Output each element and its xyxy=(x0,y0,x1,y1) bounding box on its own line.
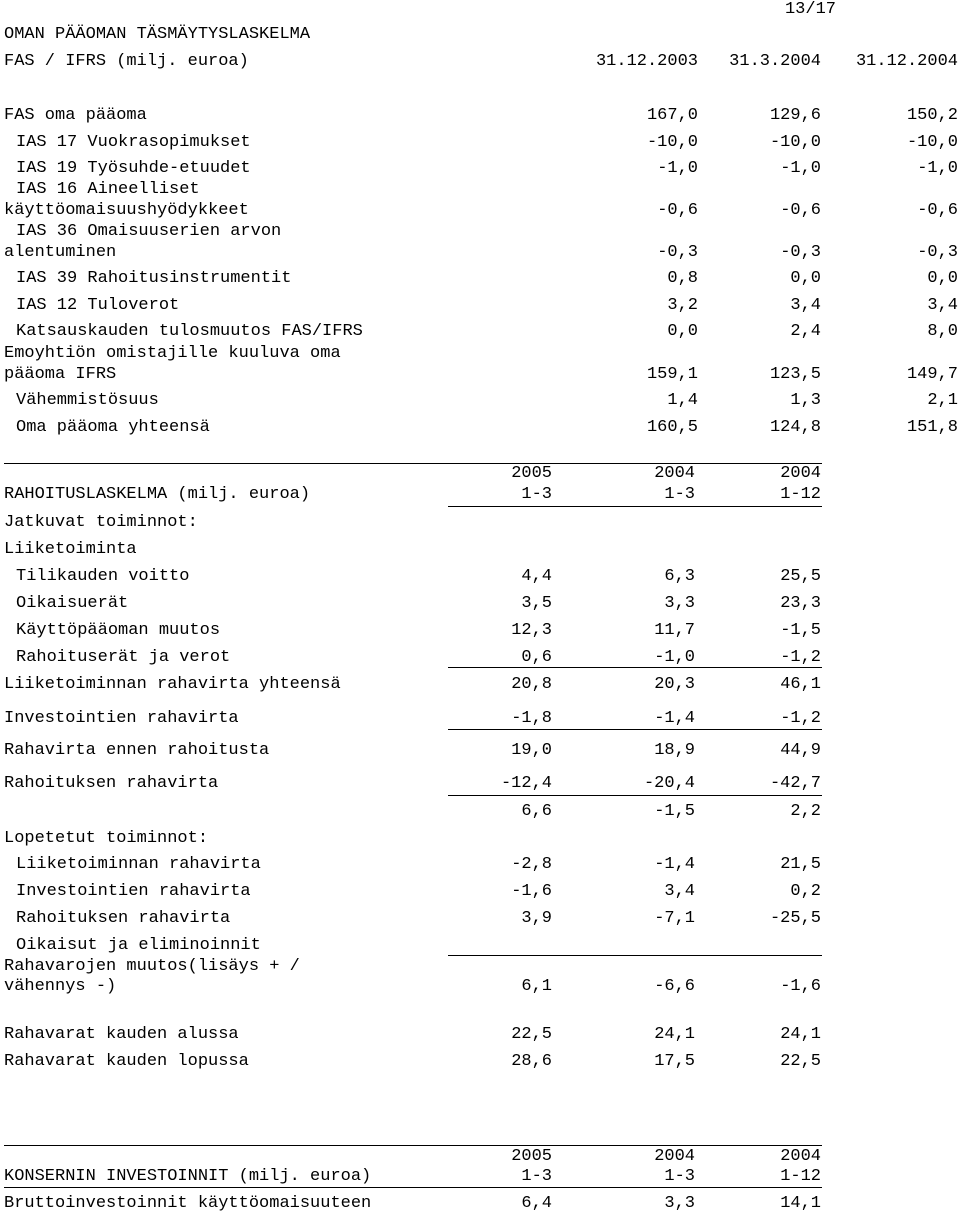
cashflow-row-label: Rahavarojen muutos(lisäys + / xyxy=(4,957,300,976)
cashflow-row-label: vähennys -) xyxy=(4,977,117,996)
cashflow-row-label: Liiketoiminnan rahavirta xyxy=(16,855,261,874)
investments-value: 14,1 xyxy=(780,1194,821,1213)
equity-value: 3,4 xyxy=(790,296,821,315)
cashflow-value: -6,6 xyxy=(654,977,695,996)
equity-value: 124,8 xyxy=(769,418,821,437)
cashflow-value: 24,1 xyxy=(654,1025,695,1044)
cashflow-value: 3,5 xyxy=(521,594,552,613)
cashflow-row-label: Oikaisut ja eliminoinnit xyxy=(16,936,261,955)
cashflow-value: -1,2 xyxy=(780,709,821,728)
cashflow-period-header: 1-3 xyxy=(664,485,695,504)
cashflow-value: -1,0 xyxy=(654,648,695,667)
equity-value: 159,1 xyxy=(646,365,698,384)
equity-row-label: IAS 39 Rahoitusinstrumentit xyxy=(16,269,292,288)
cashflow-value: 21,5 xyxy=(780,855,821,874)
equity-value: -1,0 xyxy=(780,159,821,178)
cashflow-row-label: Oikaisuerät xyxy=(16,594,129,613)
equity-value: -0,3 xyxy=(917,243,958,262)
cashflow-period-header: 1-3 xyxy=(521,485,552,504)
cashflow-value: -7,1 xyxy=(654,909,695,928)
cashflow-row-label: Investointien rahavirta xyxy=(4,709,239,728)
investments-value: 6,4 xyxy=(521,1194,552,1213)
cashflow-value: 3,9 xyxy=(521,909,552,928)
equity-value: 2,1 xyxy=(927,391,958,410)
cashflow-value: 22,5 xyxy=(511,1025,552,1044)
cashflow-value: 3,4 xyxy=(664,882,695,901)
operations-heading: Liiketoiminta xyxy=(4,540,137,559)
equity-value: -0,3 xyxy=(780,243,821,262)
equity-value: 1,4 xyxy=(667,391,698,410)
equity-row-label: IAS 36 Omaisuuserien arvon xyxy=(16,222,282,241)
equity-row-label: käyttöomaisuushyödykkeet xyxy=(4,201,249,220)
cashflow-value: 20,3 xyxy=(654,675,695,694)
equity-row-label: IAS 12 Tuloverot xyxy=(16,296,180,315)
equity-value: 0,8 xyxy=(667,269,698,288)
cashflow-title: RAHOITUSLASKELMA (milj. euroa) xyxy=(4,485,311,504)
equity-value: 8,0 xyxy=(927,322,958,341)
cashflow-value: 4,4 xyxy=(521,567,552,586)
cashflow-value: 0,2 xyxy=(790,882,821,901)
cashflow-value: -20,4 xyxy=(643,774,695,793)
table-rule xyxy=(448,795,822,796)
cashflow-value: -2,8 xyxy=(511,855,552,874)
equity-row-label: IAS 16 Aineelliset xyxy=(16,180,200,199)
investments-year-header: 2004 xyxy=(654,1147,695,1166)
investments-year-header: 2005 xyxy=(511,1147,552,1166)
page-number: 13/17 xyxy=(784,0,836,19)
equity-value: 129,6 xyxy=(769,106,821,125)
equity-value: -0,6 xyxy=(780,201,821,220)
equity-value: 150,2 xyxy=(906,106,958,125)
cashflow-value: -42,7 xyxy=(769,774,821,793)
equity-value: 160,5 xyxy=(646,418,698,437)
cashflow-value: 0,6 xyxy=(521,648,552,667)
equity-row-label: pääoma IFRS xyxy=(4,365,117,384)
cashflow-year-header: 2004 xyxy=(780,464,821,483)
cashflow-row-label: Rahavarat kauden alussa xyxy=(4,1025,239,1044)
cashflow-row-label: Rahoituserät ja verot xyxy=(16,648,231,667)
equity-row-label: IAS 17 Vuokrasopimukset xyxy=(16,133,251,152)
equity-value: -1,0 xyxy=(917,159,958,178)
cashflow-value: 2,2 xyxy=(790,802,821,821)
equity-value: 2,4 xyxy=(790,322,821,341)
table-rule xyxy=(448,667,822,668)
cashflow-row-label: Rahavirta ennen rahoitusta xyxy=(4,741,270,760)
investments-title: KONSERNIN INVESTOINNIT (milj. euroa) xyxy=(4,1167,372,1186)
equity-date-header: 31.12.2004 xyxy=(855,52,958,71)
equity-value: 3,2 xyxy=(667,296,698,315)
cashflow-value: 44,9 xyxy=(780,741,821,760)
equity-value: 0,0 xyxy=(790,269,821,288)
cashflow-period-header: 1-12 xyxy=(780,485,821,504)
cashflow-value: -25,5 xyxy=(769,909,821,928)
cashflow-value: -1,6 xyxy=(780,977,821,996)
equity-value: -0,6 xyxy=(917,201,958,220)
discontinued-operations-heading: Lopetetut toiminnot: xyxy=(4,829,209,848)
cashflow-year-header: 2005 xyxy=(511,464,552,483)
cashflow-value: 11,7 xyxy=(654,621,695,640)
cashflow-value: -1,4 xyxy=(654,709,695,728)
cashflow-value: 3,3 xyxy=(664,594,695,613)
table-rule xyxy=(448,955,822,956)
equity-value: 1,3 xyxy=(790,391,821,410)
investments-year-header: 2004 xyxy=(780,1147,821,1166)
equity-date-header: 31.12.2003 xyxy=(595,52,698,71)
cashflow-row-label: Tilikauden voitto xyxy=(16,567,190,586)
investments-row-label: Bruttoinvestoinnit käyttöomaisuuteen xyxy=(4,1194,372,1213)
equity-row-label: FAS oma pääoma xyxy=(4,106,147,125)
equity-value: -0,3 xyxy=(657,243,698,262)
equity-row-label: Oma pääoma yhteensä xyxy=(16,418,210,437)
investments-period-header: 1-3 xyxy=(664,1167,695,1186)
table-rule xyxy=(448,506,822,507)
cashflow-value: 23,3 xyxy=(780,594,821,613)
cashflow-value: 19,0 xyxy=(511,741,552,760)
table-rule xyxy=(448,729,822,730)
table-rule xyxy=(4,1187,822,1188)
cashflow-value: -1,4 xyxy=(654,855,695,874)
equity-value: -1,0 xyxy=(657,159,698,178)
cashflow-value: 6,1 xyxy=(521,977,552,996)
equity-subtitle: FAS / IFRS (milj. euroa) xyxy=(4,52,249,71)
cashflow-value: 17,5 xyxy=(654,1052,695,1071)
cashflow-value: -12,4 xyxy=(500,774,552,793)
continuing-operations-heading: Jatkuvat toiminnot: xyxy=(4,513,198,532)
equity-value: -10,0 xyxy=(646,133,698,152)
equity-value: -10,0 xyxy=(769,133,821,152)
cashflow-value: 22,5 xyxy=(780,1052,821,1071)
equity-row-label: Emoyhtiön omistajille kuuluva oma xyxy=(4,344,341,363)
cashflow-year-header: 2004 xyxy=(654,464,695,483)
cashflow-value: -1,5 xyxy=(780,621,821,640)
cashflow-value: 6,3 xyxy=(664,567,695,586)
equity-row-label: Vähemmistösuus xyxy=(16,391,159,410)
equity-value: -0,6 xyxy=(657,201,698,220)
cashflow-row-label: Rahoituksen rahavirta xyxy=(16,909,231,928)
equity-value: 3,4 xyxy=(927,296,958,315)
cashflow-value: 6,6 xyxy=(521,802,552,821)
table-rule xyxy=(4,1145,822,1146)
equity-value: 0,0 xyxy=(927,269,958,288)
cashflow-row-label: Rahoituksen rahavirta xyxy=(4,774,219,793)
equity-row-label: Katsauskauden tulosmuutos FAS/IFRS xyxy=(16,322,363,341)
equity-row-label: alentuminen xyxy=(4,243,117,262)
equity-value: 123,5 xyxy=(769,365,821,384)
equity-row-label: IAS 19 Työsuhde-etuudet xyxy=(16,159,251,178)
cashflow-value: 24,1 xyxy=(780,1025,821,1044)
equity-value: 149,7 xyxy=(906,365,958,384)
cashflow-value: -1,5 xyxy=(654,802,695,821)
cashflow-value: 46,1 xyxy=(780,675,821,694)
cashflow-value: 18,9 xyxy=(654,741,695,760)
investments-period-header: 1-12 xyxy=(780,1167,821,1186)
cashflow-value: 28,6 xyxy=(511,1052,552,1071)
cashflow-value: 25,5 xyxy=(780,567,821,586)
equity-value: -10,0 xyxy=(906,133,958,152)
cashflow-value: -1,6 xyxy=(511,882,552,901)
equity-title: OMAN PÄÄOMAN TÄSMÄYTYSLASKELMA xyxy=(4,25,311,44)
equity-value: 0,0 xyxy=(667,322,698,341)
cashflow-value: 20,8 xyxy=(511,675,552,694)
equity-value: 167,0 xyxy=(646,106,698,125)
cashflow-value: -1,8 xyxy=(511,709,552,728)
cashflow-value: 12,3 xyxy=(511,621,552,640)
table-rule xyxy=(4,463,822,464)
cashflow-value: -1,2 xyxy=(780,648,821,667)
investments-value: 3,3 xyxy=(664,1194,695,1213)
cashflow-row-label: Liiketoiminnan rahavirta yhteensä xyxy=(4,675,341,694)
investments-period-header: 1-3 xyxy=(521,1167,552,1186)
cashflow-row-label: Rahavarat kauden lopussa xyxy=(4,1052,249,1071)
cashflow-row-label: Käyttöpääoman muutos xyxy=(16,621,221,640)
equity-value: 151,8 xyxy=(906,418,958,437)
cashflow-row-label: Investointien rahavirta xyxy=(16,882,251,901)
equity-date-header: 31.3.2004 xyxy=(729,52,821,71)
